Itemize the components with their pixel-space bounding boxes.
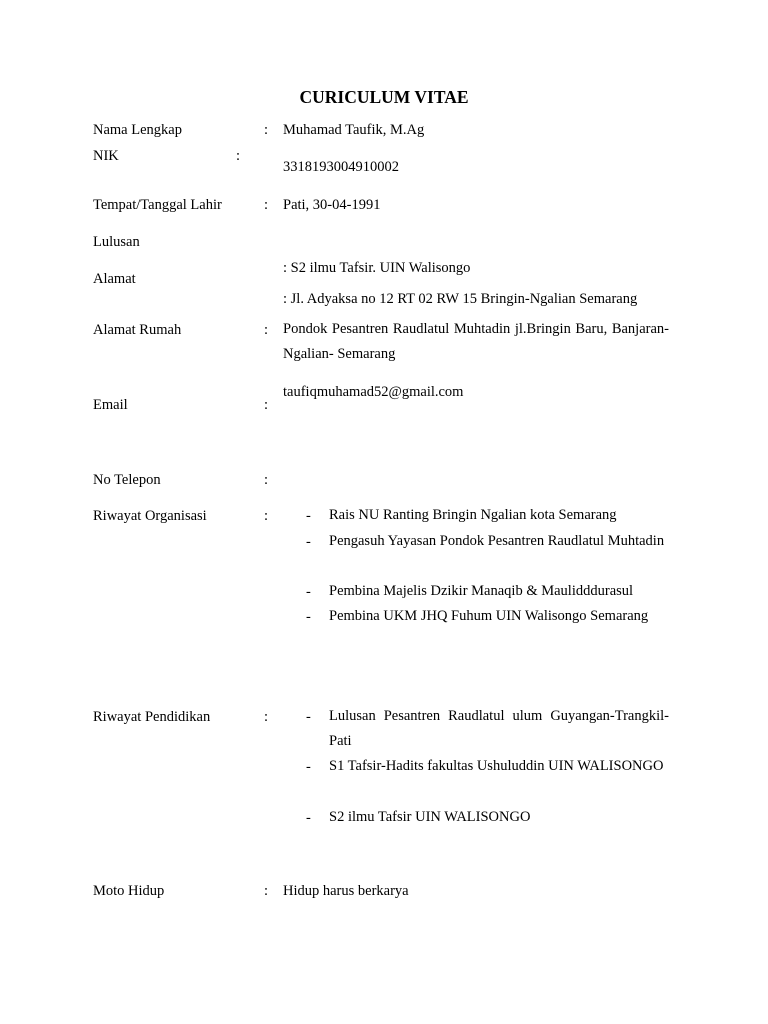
email-label: Email (93, 397, 128, 413)
email-colon: : (264, 397, 269, 413)
telepon-label: No Telepon (93, 472, 161, 488)
moto-value: Hidup harus berkarya (283, 883, 409, 899)
lulusan-label: Lulusan (93, 234, 140, 250)
pendidikan-colon: : (264, 709, 269, 725)
moto-colon: : (264, 883, 269, 899)
nik-colon: : (236, 148, 241, 164)
bullet: - (306, 609, 311, 625)
pendidikan-label: Riwayat Pendidikan (93, 709, 211, 725)
bullet: - (306, 584, 311, 600)
organisasi-item: Pembina UKM JHQ Fuhum UIN Walisongo Semarang (329, 608, 649, 624)
pendidikan-item: S1 Tafsir-Hadits fakultas Ushuluddin UIN WALISONGO (329, 758, 664, 774)
alamat-value: : Jl. Adyaksa no 12 RT 02 RW 15 Bringin-Ngalian Semarang (283, 291, 638, 307)
alamat-label: Alamat (93, 271, 136, 287)
alamat-rumah-label: Alamat Rumah (93, 322, 182, 338)
document-title: CURICULUM VITAE (299, 87, 469, 107)
ttl-colon: : (264, 197, 269, 213)
pendidikan-item: S2 ilmu Tafsir UIN WALISONGO (329, 809, 531, 825)
bullet: - (306, 508, 311, 524)
telepon-colon: : (264, 472, 269, 488)
bullet: - (306, 534, 311, 550)
ttl-value: Pati, 30-04-1991 (283, 197, 381, 213)
moto-label: Moto Hidup (93, 883, 165, 899)
lulusan-value: : S2 ilmu Tafsir. UIN Walisongo (283, 260, 471, 276)
organisasi-item: Pembina Majelis Dzikir Manaqib & Maulidddurasul (329, 583, 634, 599)
bullet: - (306, 709, 311, 725)
bullet: - (306, 810, 311, 826)
organisasi-item: Pengasuh Yayasan Pondok Pesantren Raudlatul Muhtadin (329, 533, 665, 549)
nik-value: 3318193004910002 (283, 159, 399, 175)
alamat-rumah-value: Pondok Pesantren Raudlatul Muhtadin jl.Bringin Baru, Banjaran- Ngalian- Semarang (283, 321, 669, 362)
organisasi-colon: : (264, 508, 269, 524)
nama-colon: : (264, 122, 269, 138)
bullet: - (306, 759, 311, 775)
organisasi-label: Riwayat Organisasi (93, 508, 207, 524)
pendidikan-item: Lulusan Pesantren Raudlatul ulum Guyangan-Trangkil- Pati (329, 708, 669, 749)
nik-label: NIK (93, 148, 119, 164)
nama-value: Muhamad Taufik, M.Ag (283, 122, 425, 138)
ttl-label: Tempat/Tanggal Lahir (93, 197, 222, 213)
organisasi-item: Rais NU Ranting Bringin Ngalian kota Semarang (329, 507, 617, 523)
email-value: taufiqmuhamad52@gmail.com (283, 384, 464, 400)
nama-label: Nama Lengkap (93, 122, 182, 138)
alamat-rumah-colon: : (264, 322, 269, 338)
